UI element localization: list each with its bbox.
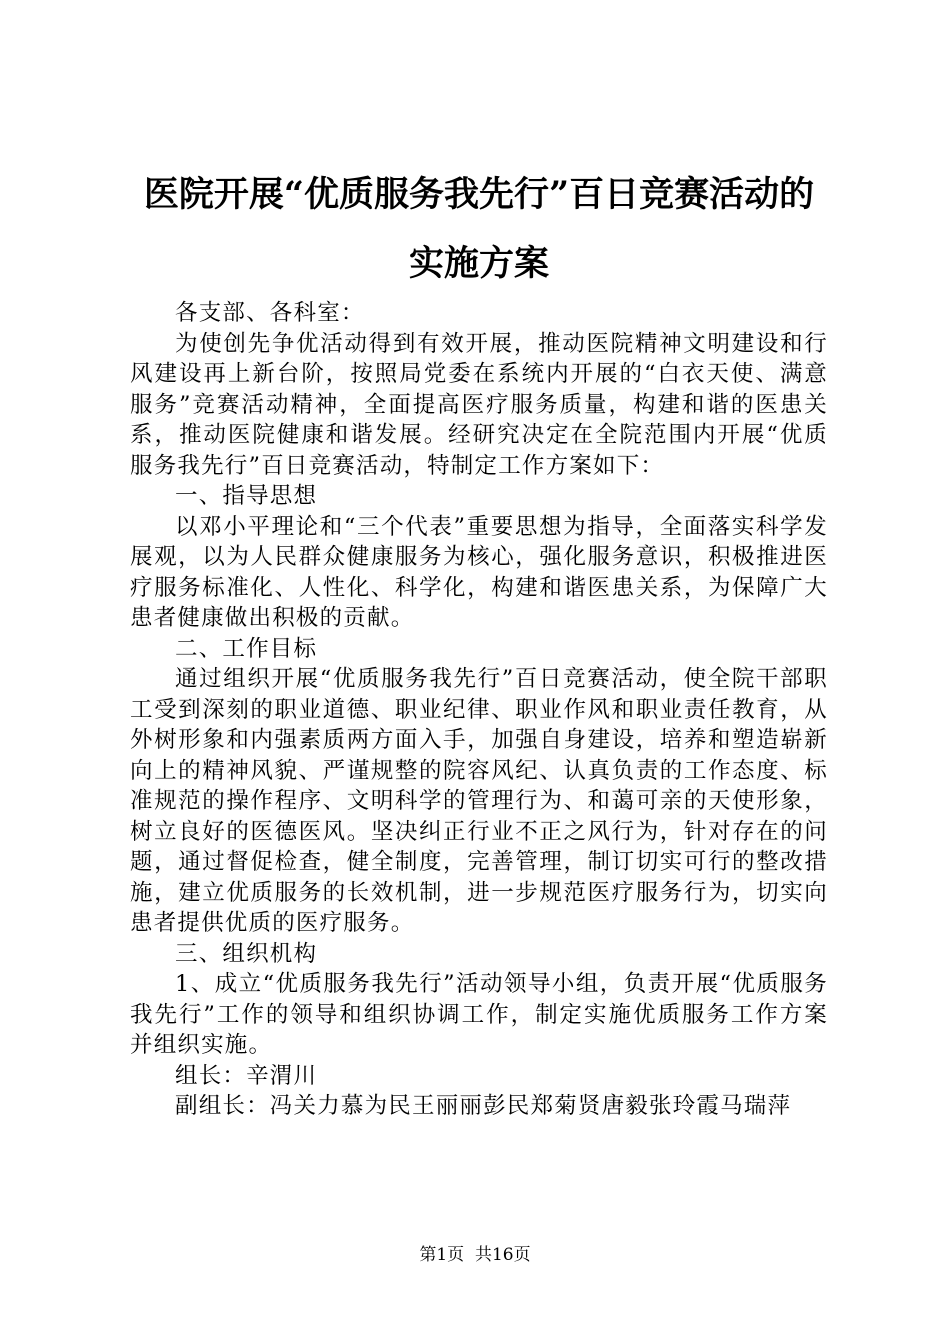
section-heading-guiding-ideology: 一、指导思想 <box>175 483 318 509</box>
paragraph-work-goals: 通过组织开展“优质服务我先行”百日竞赛活动，使全院干部职工受到深刻的职业道德、职业纪律、职业作风和职业责任教育，从外树形象和内强素质两方面入手，加强自身建设，培养和塑造崭新向上的精神风貌、严谨规整的院容风纪、认真负责的工作态度、标准规范的操作程序、文明科学的管理行为、和蔼可亲的天使形象，树立良好的医德医风。坚决纠正行业不正之风行为，针对存在的问题，通过督促检查，健全制度，完善管理，制订切实可行的整改措施，建立优质服务的长效机制，进一步规范医疗服务行为，切实向患者提供优质的医疗服务。 <box>130 666 828 936</box>
document-title-line-1: 医院开展“优质服务我先行”百日竞赛活动的 <box>143 174 815 215</box>
paragraph-guiding-ideology: 以邓小平理论和“三个代表”重要思想为指导，全面落实科学发展观，以为人民群众健康服务为核心，强化服务意识，积极推进医疗服务标准化、人性化、科学化，构建和谐医患关系，为保障广大患者健康做出积极的贡献。 <box>130 513 828 631</box>
document-title <box>130 160 828 298</box>
salutation: 各支部、各科室： <box>175 300 365 326</box>
page-footer <box>0 1244 950 1266</box>
document-body <box>130 298 828 1122</box>
team-leader: 组长：辛渭川 <box>175 1062 318 1089</box>
paragraph-intro: 为使创先争优活动得到有效开展，推动医院精神文明建设和行风建设再上新台阶，按照局党委在系统内开展的“白衣天使、满意服务”竞赛活动精神，全面提高医疗服务质量，构建和谐的医患关系，推动医院健康和谐发展。经研究决定在全院范围内开展“优质服务我先行”百日竞赛活动，特制定工作方案如下： <box>130 330 828 479</box>
document-title-line-2: 实施方案 <box>408 243 549 284</box>
page-number-label: 第1页 共16页 <box>419 1245 531 1265</box>
paragraph-organization: 1、成立“优质服务我先行”活动领导小组，负责开展“优质服务我先行”工作的领导和组织协调工作，制定实施优质服务工作方案并组织实施。 <box>130 971 828 1058</box>
document-page <box>130 160 828 1122</box>
deputy-team-leaders: 副组长：冯关力慕为民王丽丽彭民郑菊贤唐毅张玲霞马瑞萍 <box>175 1093 792 1119</box>
section-heading-work-goals: 二、工作目标 <box>175 635 318 662</box>
section-heading-organization: 三、组织机构 <box>175 940 318 967</box>
